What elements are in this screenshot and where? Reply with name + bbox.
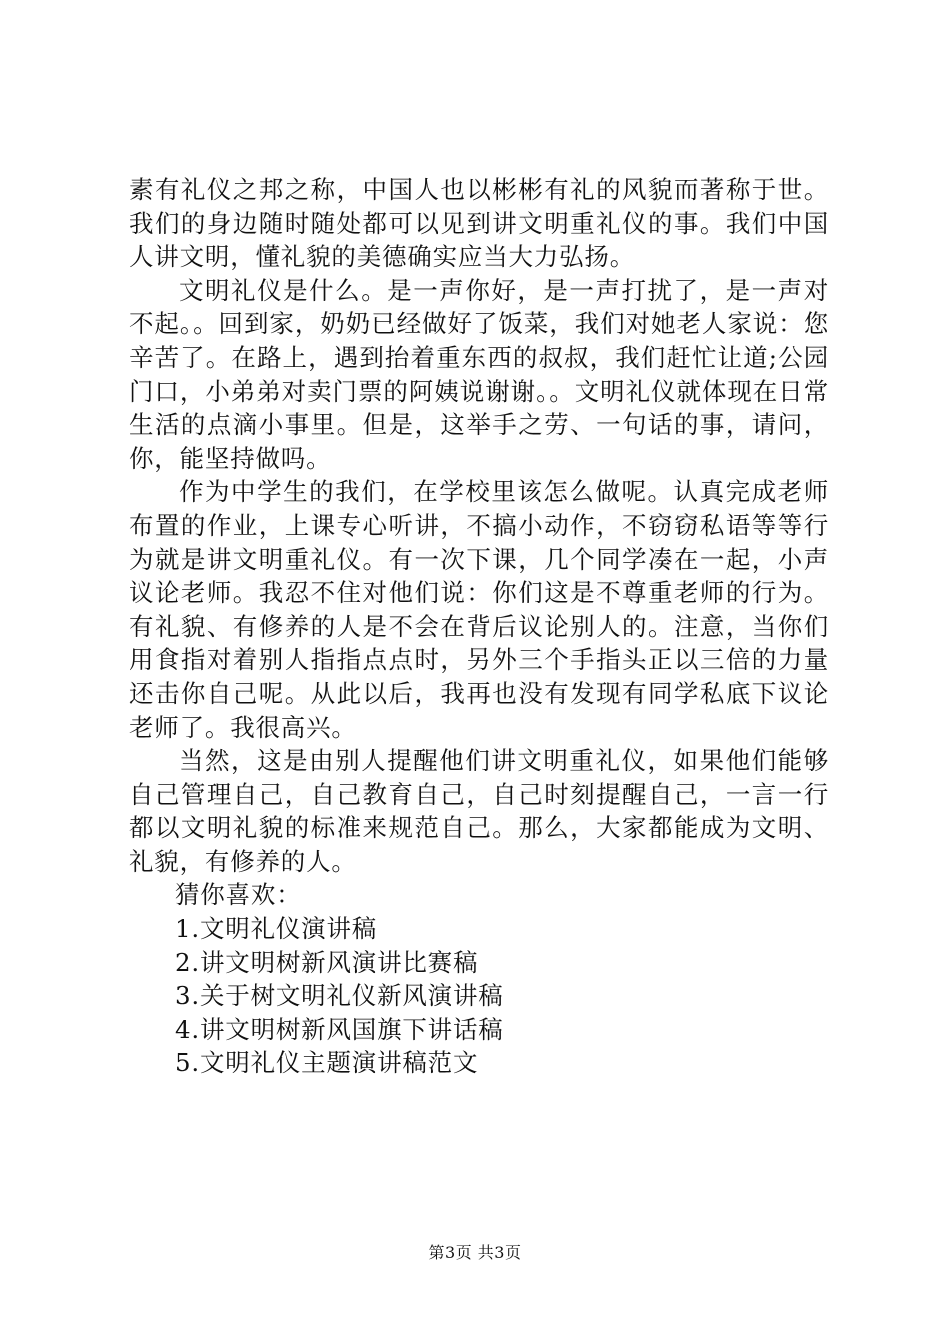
- paragraph-2: 文明礼仪是什么。是一声你好，是一声打扰了，是一声对不起。。回到家，奶奶已经做好了饭菜，我们对她老人家说：您辛苦了。在路上，遇到抬着重东西的叔叔，我们赶忙让道;公园门口，小弟弟对卖门票的阿姨说谢谢。。文明礼仪就体现在日常生活的点滴小事里。但是，这举手之劳、一句话的事，请问，你，能坚持做吗。: [129, 275, 829, 473]
- related-item[interactable]: 3.关于树文明礼仪新风演讲稿: [175, 981, 504, 1011]
- related-list: [129, 912, 829, 1080]
- paragraph-1: 素有礼仪之邦之称，中国人也以彬彬有礼的风貌而著称于世。我们的身边随时随处都可以见到讲文明重礼仪的事。我们中国人讲文明，懂礼貌的美德确实应当大力弘扬。: [129, 175, 829, 272]
- related-item[interactable]: 1.文明礼仪演讲稿: [175, 914, 378, 944]
- related-heading: 猜你喜欢：: [175, 880, 302, 910]
- document-body: [129, 173, 829, 1080]
- page-footer: 第3页 共3页: [428, 1243, 522, 1262]
- related-item[interactable]: 5.文明礼仪主题演讲稿范文: [175, 1048, 479, 1078]
- paragraph-3: 作为中学生的我们，在学校里该怎么做呢。认真完成老师布置的作业，上课专心听讲，不搞小动作，不窃窃私语等等行为就是讲文明重礼仪。有一次下课，几个同学凑在一起，小声议论老师。我忍不住对他们说：你们这是不尊重老师的行为。有礼貌、有修养的人是不会在背后议论别人的。注意，当你们用食指对着别人指指点点时，另外三个手指头正以三倍的力量还击你自己呢。从此以后，我再也没有发现有同学私底下议论老师了。我很高兴。: [129, 477, 829, 742]
- related-item[interactable]: 2.讲文明树新风演讲比赛稿: [175, 947, 479, 977]
- paragraph-4: 当然，这是由别人提醒他们讲文明重礼仪，如果他们能够自己管理自己，自己教育自己，自己时刻提醒自己，一言一行都以文明礼貌的标准来规范自己。那么，大家都能成为文明、礼貌，有修养的人。: [129, 746, 829, 876]
- related-item[interactable]: 4.讲文明树新风国旗下讲话稿: [175, 1014, 504, 1044]
